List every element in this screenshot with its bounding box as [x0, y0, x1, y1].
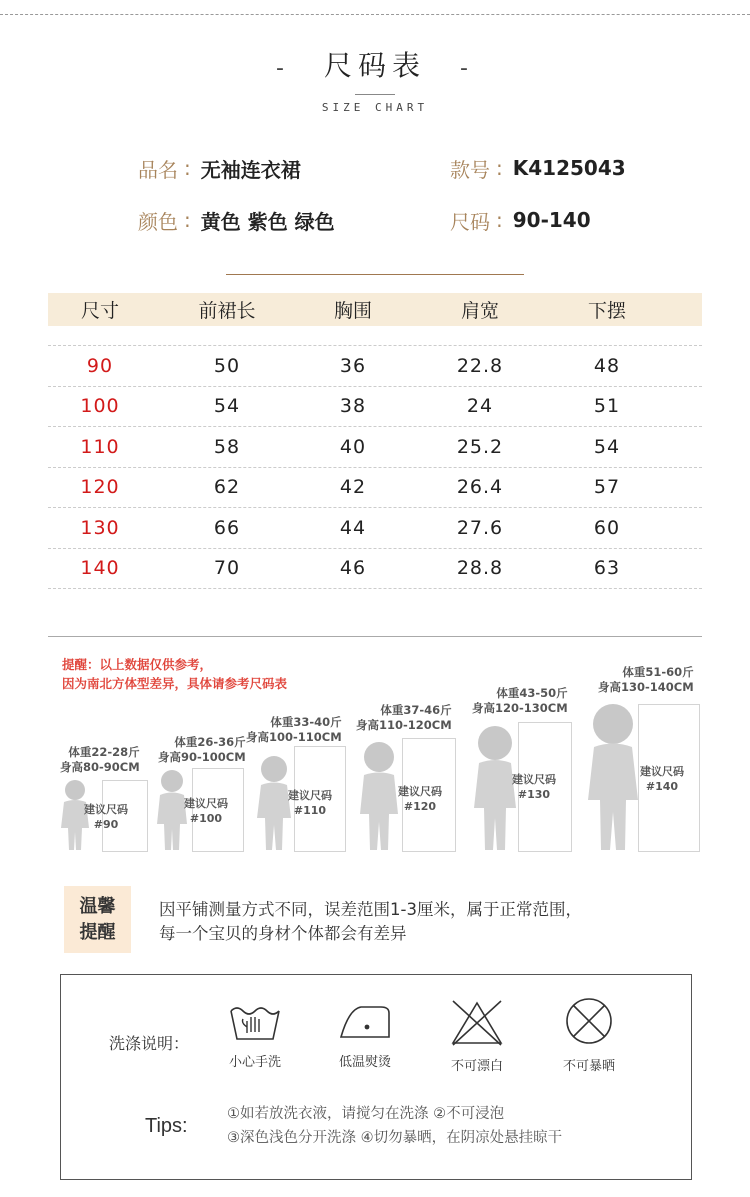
- table-cell: 42: [339, 476, 367, 499]
- tips-text: [227, 1102, 562, 1150]
- page-subtitle: SIZE CHART: [321, 101, 429, 114]
- kid-height: 身高80-90CM: [60, 760, 140, 774]
- table-row: [48, 427, 702, 468]
- size-cell: 120: [80, 476, 120, 499]
- table-cell: 44: [339, 516, 367, 539]
- product-style: [450, 154, 626, 183]
- tip-line: ③深色浅色分开洗涤 ④切勿暴晒，在阴凉处悬挂晾干: [227, 1130, 563, 1146]
- table-cell: 36: [339, 354, 367, 377]
- table-cell: 27.6: [456, 516, 504, 539]
- column-header-front-length: 前裙长: [198, 300, 256, 322]
- table-cell: 51: [593, 395, 621, 418]
- table-cell: 28.8: [456, 557, 504, 580]
- product-name-label: 品名: [138, 157, 178, 182]
- size-cell: 110: [80, 435, 120, 458]
- style-number-value: K4125043: [512, 156, 626, 180]
- page-header: [0, 44, 750, 114]
- style-number-label: 款号: [450, 157, 490, 182]
- size-cell: 100: [80, 395, 120, 418]
- care-caption: 低温熨烫: [338, 1055, 391, 1070]
- info-divider: [226, 274, 524, 275]
- kid-rec-label: 建议尺码: [184, 797, 228, 810]
- reminder-tag-line: 温馨: [79, 895, 116, 917]
- care-caption: 不可暴晒: [562, 1059, 615, 1074]
- kid-label: [246, 715, 342, 745]
- table-cell: 38: [339, 395, 367, 418]
- care-item-hand-wash: [215, 999, 295, 1070]
- no-sun-dry-icon: [563, 995, 615, 1047]
- warning-line: 因为南北方体型差异，具体请参考尺码表: [62, 676, 288, 691]
- kid-rec-label: 建议尺码: [288, 789, 332, 802]
- top-dashed-divider: [0, 14, 750, 15]
- kid-rec-size: #100: [189, 812, 223, 825]
- table-cell: 54: [593, 435, 621, 458]
- no-bleach-icon: [449, 999, 505, 1047]
- product-info-row: [138, 142, 658, 194]
- kid-height: 身高130-140CM: [598, 680, 694, 694]
- kid-label: [472, 686, 568, 716]
- color-value: 黄色 紫色 绿色: [200, 209, 335, 234]
- kid-rec-label: 建议尺码: [84, 803, 128, 816]
- table-row: [48, 387, 702, 428]
- page-title-row: [0, 44, 750, 84]
- kid-recommendation: [398, 784, 442, 814]
- table-row: [48, 508, 702, 549]
- kid-recommendation: [84, 802, 128, 832]
- table-row: [48, 549, 702, 590]
- section-divider: [48, 636, 702, 637]
- kid-label: [60, 745, 140, 775]
- table-cell: 24: [466, 395, 494, 418]
- care-caption: 不可漂白: [450, 1059, 503, 1074]
- column-header-size: 尺寸: [80, 300, 119, 322]
- product-info: [138, 142, 658, 246]
- column-header-shoulder: 肩宽: [460, 300, 499, 322]
- size-cell: 140: [80, 557, 120, 580]
- kid-weight: 体重51-60斤: [622, 665, 694, 679]
- kid-rec-size: #110: [293, 804, 327, 817]
- child-silhouette-icon: [356, 740, 402, 852]
- kid-recommendation: [512, 772, 556, 802]
- table-cell: 25.2: [456, 435, 504, 458]
- size-guide-illustration: [50, 660, 706, 860]
- table-cell: 60: [593, 516, 621, 539]
- warning-line: 提醒：以上数据仅供参考，: [62, 657, 213, 672]
- column-header-chest: 胸围: [333, 300, 372, 322]
- table-cell: 57: [593, 476, 621, 499]
- product-sizes: [450, 206, 591, 235]
- table-cell: 26.4: [456, 476, 504, 499]
- size-range-value: 90-140: [512, 208, 591, 232]
- kid-weight: 体重43-50斤: [496, 686, 568, 700]
- color-label: 颜色: [138, 209, 178, 234]
- wash-instructions-label: 洗涤说明：: [109, 1034, 190, 1053]
- kid-rec-size: #130: [517, 788, 551, 801]
- kid-height: 身高90-100CM: [158, 750, 246, 764]
- product-name: [138, 154, 450, 183]
- kid-weight: 体重37-46斤: [380, 703, 452, 717]
- tips-label: Tips:: [145, 1115, 188, 1137]
- reminder-tag-line: 提醒: [79, 921, 116, 943]
- child-silhouette-icon: [584, 702, 642, 852]
- kid-weight: 体重33-40斤: [270, 715, 342, 729]
- care-item-no-bleach: [437, 999, 517, 1074]
- kid-recommendation: [288, 788, 332, 818]
- table-cell: 46: [339, 557, 367, 580]
- size-cell: 130: [80, 516, 120, 539]
- kid-rec-label: 建议尺码: [398, 785, 442, 798]
- product-info-row: [138, 194, 658, 246]
- kid-height: 身高100-110CM: [246, 730, 342, 744]
- title-dash-right: -: [460, 56, 474, 81]
- kid-height: 身高120-130CM: [472, 701, 568, 715]
- care-item-low-iron: [325, 999, 405, 1070]
- table-header: [48, 293, 702, 326]
- separator: :: [496, 208, 503, 232]
- kid-rec-size: #90: [93, 818, 119, 831]
- care-instructions: [60, 974, 692, 1180]
- kid-label: [598, 665, 694, 695]
- kid-rec-label: 建议尺码: [512, 773, 556, 786]
- size-label: 尺码: [450, 209, 490, 234]
- warm-reminder: [64, 886, 664, 956]
- kid-rec-label: 建议尺码: [640, 765, 684, 778]
- kid-label: [158, 735, 246, 765]
- care-caption: 小心手洗: [228, 1055, 281, 1070]
- kid-height: 身高110-120CM: [356, 718, 452, 732]
- separator: :: [496, 156, 503, 180]
- table-cell: 63: [593, 557, 621, 580]
- size-cell: 90: [86, 354, 114, 377]
- kid-label: [356, 703, 452, 733]
- kid-recommendation: [184, 796, 228, 826]
- table-cell: 40: [339, 435, 367, 458]
- product-colors: [138, 206, 450, 235]
- separator: :: [184, 208, 191, 232]
- tip-line: ①如若放洗衣液，请搅匀在洗涤 ②不可浸泡: [227, 1106, 505, 1122]
- title-dash-left: -: [276, 56, 290, 81]
- reminder-line: 每一个宝贝的身材个体都会有差异: [159, 924, 407, 943]
- low-iron-icon: [335, 999, 395, 1043]
- table-row: [48, 346, 702, 387]
- reminder-text: [159, 898, 582, 946]
- table-body: [48, 345, 702, 589]
- table-cell: 62: [213, 476, 241, 499]
- hand-wash-icon: [227, 999, 283, 1043]
- table-cell: 48: [593, 354, 621, 377]
- table-cell: 58: [213, 435, 241, 458]
- table-cell: 22.8: [456, 354, 504, 377]
- kid-rec-size: #140: [645, 780, 679, 793]
- reminder-tag: [64, 886, 131, 953]
- kid-recommendation: [640, 764, 684, 794]
- table-cell: 66: [213, 516, 241, 539]
- page-title: 尺码表: [323, 49, 426, 82]
- size-table: [48, 293, 702, 589]
- table-cell: 50: [213, 354, 241, 377]
- title-underline: [355, 94, 395, 95]
- product-name-value: 无袖连衣裙: [200, 157, 301, 182]
- kid-weight: 体重22-28斤: [68, 745, 140, 759]
- column-header-hem: 下摆: [587, 300, 626, 322]
- kid-weight: 体重26-36斤: [174, 735, 246, 749]
- table-row: [48, 468, 702, 509]
- care-item-no-sun-dry: [549, 995, 629, 1074]
- separator: :: [184, 156, 191, 180]
- table-cell: 70: [213, 557, 241, 580]
- reminder-line: 因平铺测量方式不同，误差范围1-3厘米，属于正常范围，: [159, 900, 582, 919]
- kid-rec-size: #120: [403, 800, 437, 813]
- table-cell: 54: [213, 395, 241, 418]
